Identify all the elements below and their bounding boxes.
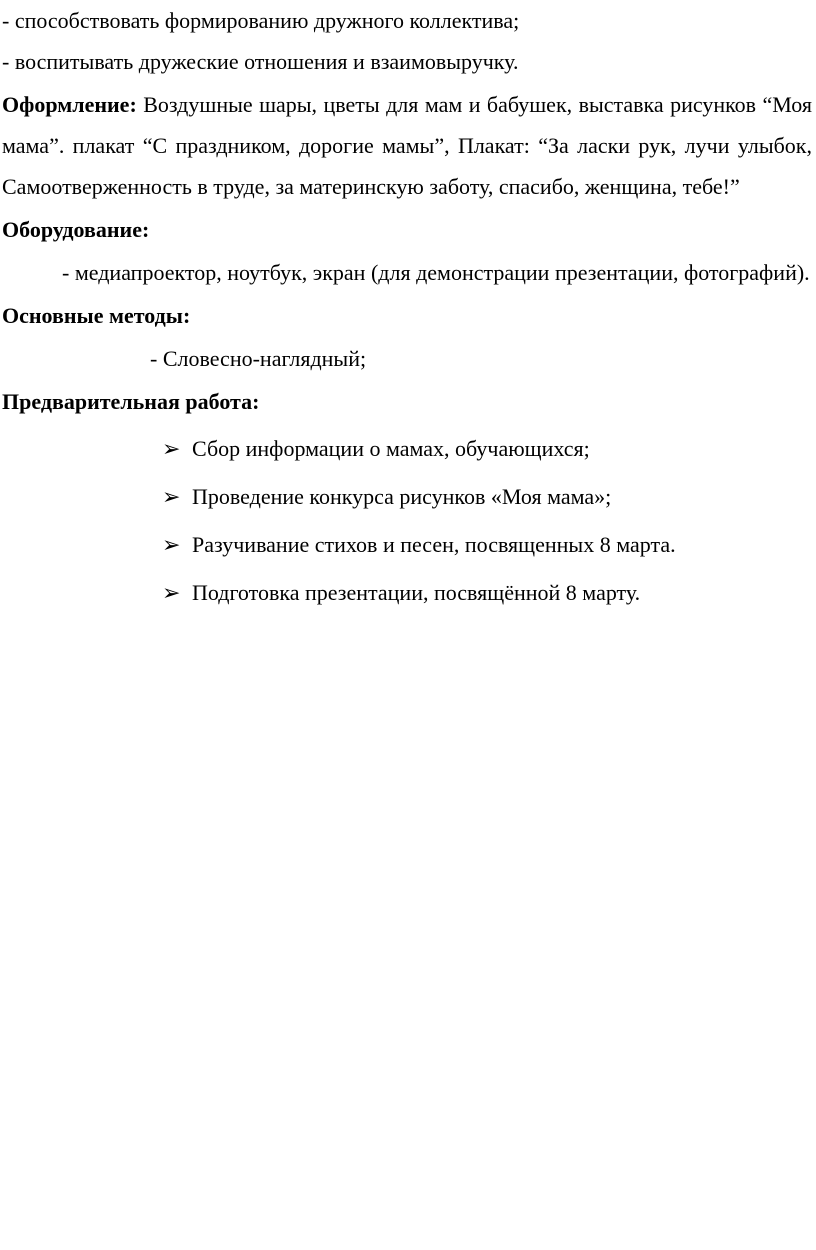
list-item xyxy=(2,425,812,473)
decoration-paragraph xyxy=(2,84,812,207)
methods-item: - Словесно-наглядный; xyxy=(150,346,367,371)
arrow-bullet-icon: ➢ xyxy=(162,484,181,509)
list-item xyxy=(2,473,812,521)
list-item-text: Разучивание стихов и песен, посвященных 8 марта. xyxy=(192,532,676,557)
list-item-text: Сбор информации о мамах, обучающихся; xyxy=(192,436,590,461)
document-content xyxy=(2,0,812,617)
decoration-label: Оформление: xyxy=(2,92,137,117)
list-item xyxy=(2,569,812,617)
equipment-text: - медиапроектор, ноутбук, экран (для демонстрации презентации, фотографий). xyxy=(62,260,810,285)
methods-label: Основные методы: xyxy=(2,303,191,328)
list-item-text: Проведение конкурса рисунков «Моя мама»; xyxy=(192,484,612,509)
preliminary-label: Предварительная работа: xyxy=(2,389,260,414)
list-item-text: Подготовка презентации, посвящённой 8 марту. xyxy=(192,580,641,605)
equipment-label: Оборудование: xyxy=(2,217,150,242)
goal-line-1: - способствовать формированию дружного коллектива; xyxy=(2,8,520,33)
decoration-text: Воздушные шары, цветы для мам и бабушек, выставка рисунков “Моя мама”. плакат “С праздником, дорогие мамы”, Плакат: “За ласки рук, лучи улыбок, Самоотверженность в труде, за материнскую заботу, спасибо, женщина, тебе!” xyxy=(2,92,812,199)
arrow-bullet-icon: ➢ xyxy=(162,532,181,557)
arrow-bullet-icon: ➢ xyxy=(162,436,181,461)
preliminary-list xyxy=(2,425,812,617)
goal-line-2: - воспитывать дружеские отношения и взаимовыручку. xyxy=(2,49,519,74)
arrow-bullet-icon: ➢ xyxy=(162,580,181,605)
list-item xyxy=(2,521,812,569)
